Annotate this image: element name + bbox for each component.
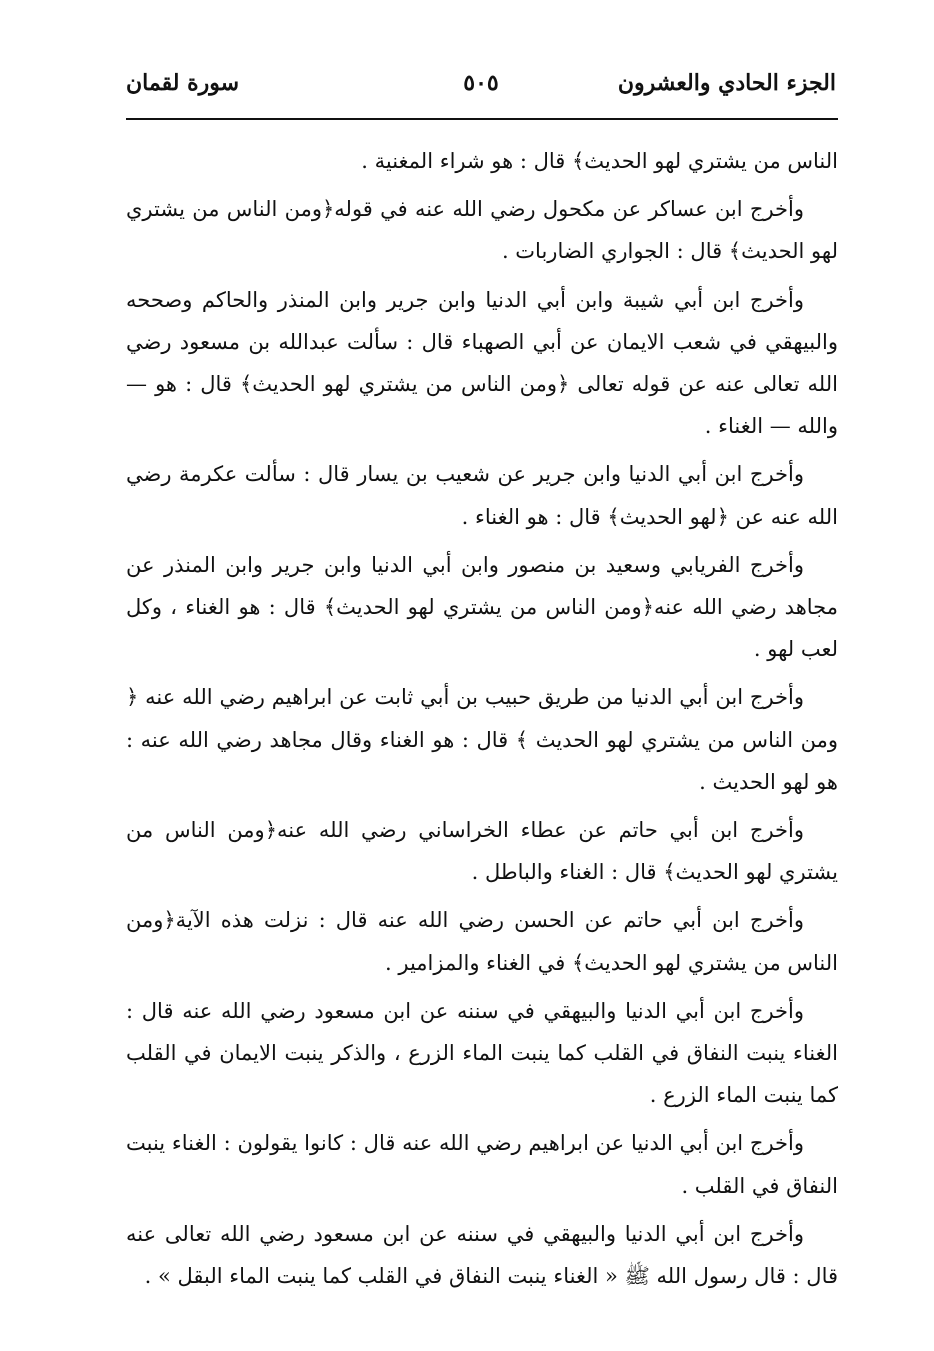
paragraph: وأخرج ابن أبي شيبة وابن أبي الدنيا وابن جرير وابن المنذر والحاكم وصححه والبيهقي في شعب الايمان عن أبي الصهباء قال : سألت عبدالله بن مسعود رضي الله تعالى عنه عن قوله تعالى ﴿ومن الناس من يشتري لهو الحديث﴾ قال : هو — والله — الغناء . bbox=[126, 287, 838, 439]
page-number: ٥٠٥ bbox=[463, 70, 499, 96]
paragraph: وأخرج ابن أبي الدنيا والبيهقي في سننه عن ابن مسعود رضي الله تعالى عنه قال : قال رسول الله ﷺ « الغناء ينبت النفاق في القلب كما ينبت الماء البقل » . bbox=[126, 1221, 838, 1289]
running-head bbox=[126, 70, 836, 110]
paragraph: وأخرج ابن أبي حاتم عن الحسن رضي الله عنه قال : نزلت هذه الآية﴿ومن الناس من يشتري لهو الحديث﴾ في الغناء والمزامير . bbox=[126, 908, 838, 975]
paragraph: وأخرج ابن أبي الدنيا والبيهقي في سننه عن ابن مسعود رضي الله عنه قال : الغناء ينبت النفاق في القلب كما ينبت الماء الزرع ، والذكر ينبت الايمان في القلب كما ينبت الماء الزرع . bbox=[126, 998, 838, 1108]
surah-title: سورة لقمان bbox=[126, 70, 240, 96]
paragraph: وأخرج ابن أبي الدنيا من طريق حبيب بن أبي ثابت عن ابراهيم رضي الله عنه ﴿ ومن الناس من يشتري لهو الحديث ﴾ قال : هو الغناء وقال مجاهد رضي الله عنه : هو لهو الحديث . bbox=[126, 685, 838, 794]
paragraph: وأخرج الفريابي وسعيد بن منصور وابن أبي الدنيا وابن جرير وابن المنذر عن مجاهد رضي الله عنه﴿ومن الناس من يشتري لهو الحديث﴾ قال : هو الغناء ، وكل لعب لهو . bbox=[126, 552, 838, 662]
paragraph: وأخرج ابن أبي الدنيا عن ابراهيم رضي الله عنه قال : كانوا يقولون : الغناء ينبت النفاق في القلب . bbox=[126, 1131, 838, 1198]
paragraph: وأخرج ابن أبي حاتم عن عطاء الخراساني رضي الله عنه﴿ومن الناس من يشتري لهو الحديث﴾ قال : الغناء والباطل . bbox=[126, 818, 838, 885]
paragraph: الناس من يشتري لهو الحديث﴾ قال : هو شراء المغنية . bbox=[361, 149, 838, 173]
part-title: الجزء الحادي والعشرون bbox=[617, 70, 836, 96]
paragraph: وأخرج ابن أبي الدنيا وابن جرير عن شعيب بن يسار قال : سألت عكرمة رضي الله عنه عن ﴿لهو الحديث﴾ قال : هو الغناء . bbox=[126, 462, 838, 529]
page-body bbox=[126, 140, 838, 1303]
paragraph: وأخرج ابن عساكر عن مكحول رضي الله عنه في قوله﴿ومن الناس من يشتري لهو الحديث﴾ قال : الجواري الضاربات . bbox=[126, 197, 838, 264]
header-rule bbox=[126, 118, 838, 120]
